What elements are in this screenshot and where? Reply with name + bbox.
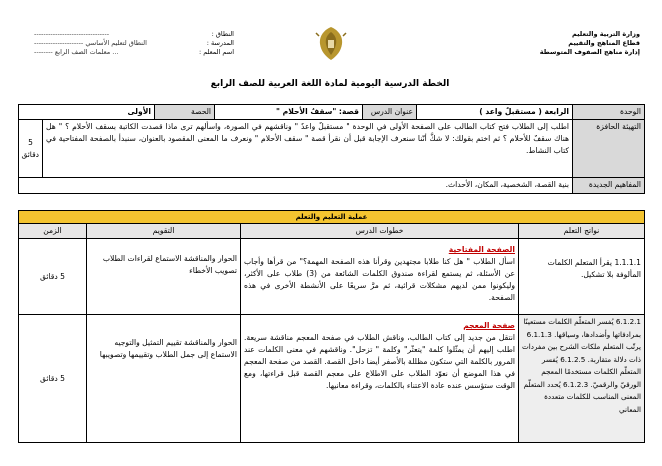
outcome-cell: 1.1.1.1 يقرأ المتعلم الكلمات المألوفة بلا تشكيل. <box>519 239 645 315</box>
process-section-title: عملية التعليم والتعلم <box>19 211 645 224</box>
ministry-line-1: وزارة التربية والتعليم <box>572 30 640 38</box>
warmup-text: اطلب إلى الطلاب فتح كتاب الطالب على الصفحة الأولى في الوحدة " مستقبلٌ واعدٌ " وناقشهم في الصورة، واسألهم ترى ماذا قصدت الكاتبة بسقف الأحلام ؟ " هل هناك سقفٌ للأحلام ؟ ثم اختم بقولك: لا شكَّ أنّنا سنعرف الإجابة قبل أن نقرأ قصة " سقف الأحلام " ونعرف ما المعنى المقصود بالعنوان، سنبدأ بالصفحة المفتاحية في كتاب النشاط. <box>43 120 573 178</box>
zone-label: النطاق : <box>211 30 234 38</box>
concepts-value: بنية القصة، الشخصية، المكان، الأحداث. <box>19 178 573 194</box>
page-title: الخطة الدرسية اليومية لمادة اللغة العربية للصف الرابع <box>210 79 450 89</box>
assessment-cell: الحوار والمناقشة الاستماع لقراءات الطلاب تصويب الأخطاء <box>87 239 241 315</box>
unit-value: الرابعة ( مستقبلٌ واعد ) <box>417 105 573 120</box>
period-value: الأولى <box>19 105 155 120</box>
outcome-cell: 6.1.2.1 يُفسر المتعلّم الكلمات مستعينًا بمرادفاتها وأضدادها، وسياقها. 6.1.1.3 يرتّب المتعلم ملكات الشرح بين مفردات ذات دلالة متقاربة. 6.1.2.5 يُفسر المتعلّم الكلمات مستخدمًا المعجم الورقيّ والرقميّ. 6.1.2.3 يُحدد المتعلّم المعنى المناسب للكلمات متعددة المعاني <box>519 315 645 443</box>
col-outcomes: نواتج التعلم <box>519 224 645 239</box>
school-label: المدرسة : <box>206 39 234 47</box>
ministry-line-2: قطاع المناهج والتقييم <box>568 39 640 47</box>
warmup-label: التهيئة الحافزة <box>573 120 645 178</box>
time-cell: 5 دقائق <box>19 239 87 315</box>
period-label: الحصة <box>155 105 215 120</box>
emblem-icon <box>315 24 347 64</box>
col-steps: خطوات الدرس <box>241 224 519 239</box>
process-table <box>18 210 645 443</box>
steps-text: اسأل الطلاب " هل كنا طلابا مجتهدين وقرأنا هذه الصفحة المهمة؟" من قرأها وأجاب عن الأسئلة، ثم يستمع لقراءة صندوق الكلمات الشائعة من (3) طلاب على الأكثر، وليكونوا ممن لديهم مشكلات قرائية، ثم مرَّ سريعًا على الأنشطة الأخرى في هذه الصفحة. <box>244 257 516 302</box>
zone-value: -------------------------------- <box>34 30 110 38</box>
concepts-label: المفاهيم الجديدة <box>573 178 645 194</box>
ministry-line-3: إدارة مناهج الصفوف المتوسطة <box>539 48 640 56</box>
lesson-label: عنوان الدرس <box>363 105 417 120</box>
table-row <box>19 315 645 443</box>
info-table <box>18 104 645 194</box>
school-value: --------------------- النطاق لتعليم الأساسي <box>34 39 147 47</box>
time-cell: 5 دقائق <box>19 315 87 443</box>
steps-title: صفحة المعجم <box>463 321 516 330</box>
steps-title: الصفحة المفتاحية <box>448 245 516 254</box>
steps-cell <box>241 239 519 315</box>
col-time: الزمن <box>19 224 87 239</box>
warmup-time: 5 دقائق <box>19 120 43 178</box>
assessment-cell: الحوار والمناقشة تقييم التمثيل والتوجيه الاستماع إلى جمل الطلاب وتقييمها وتصويبها <box>87 315 241 443</box>
teacher-value: -------- معلمات الصف الرابع ... <box>34 48 119 56</box>
steps-cell <box>241 315 519 443</box>
teacher-label: اسم المعلم : <box>198 48 234 56</box>
col-assessment: التقويم <box>87 224 241 239</box>
lesson-value: قصة: "سقفُ الأحلام " <box>215 105 363 120</box>
steps-text: انتقل من جديد إلى كتاب الطالب، وناقش الطلاب في صفحة المعجم مناقشة سريعة. اطلب إليهم أن يمثّلوا كلمة "يتعثّر" وكلمة " تزحل". وناقشهم في معنى الكلمات عند المرور بالكلمة التي ستكون مظللة بالأصفر أيضا داخل القصة. القصد من صفحة المعجم في هذا الموضع أن نعوّد الطلاب على الاطلاع على معجم القصة قبل قراءتها، ومع الوقت ستؤسس عنده عادة الاعتناء بالكلمات، وقراءة معانيها. <box>244 333 516 390</box>
table-row <box>19 239 645 315</box>
unit-label: الوحدة <box>573 105 645 120</box>
